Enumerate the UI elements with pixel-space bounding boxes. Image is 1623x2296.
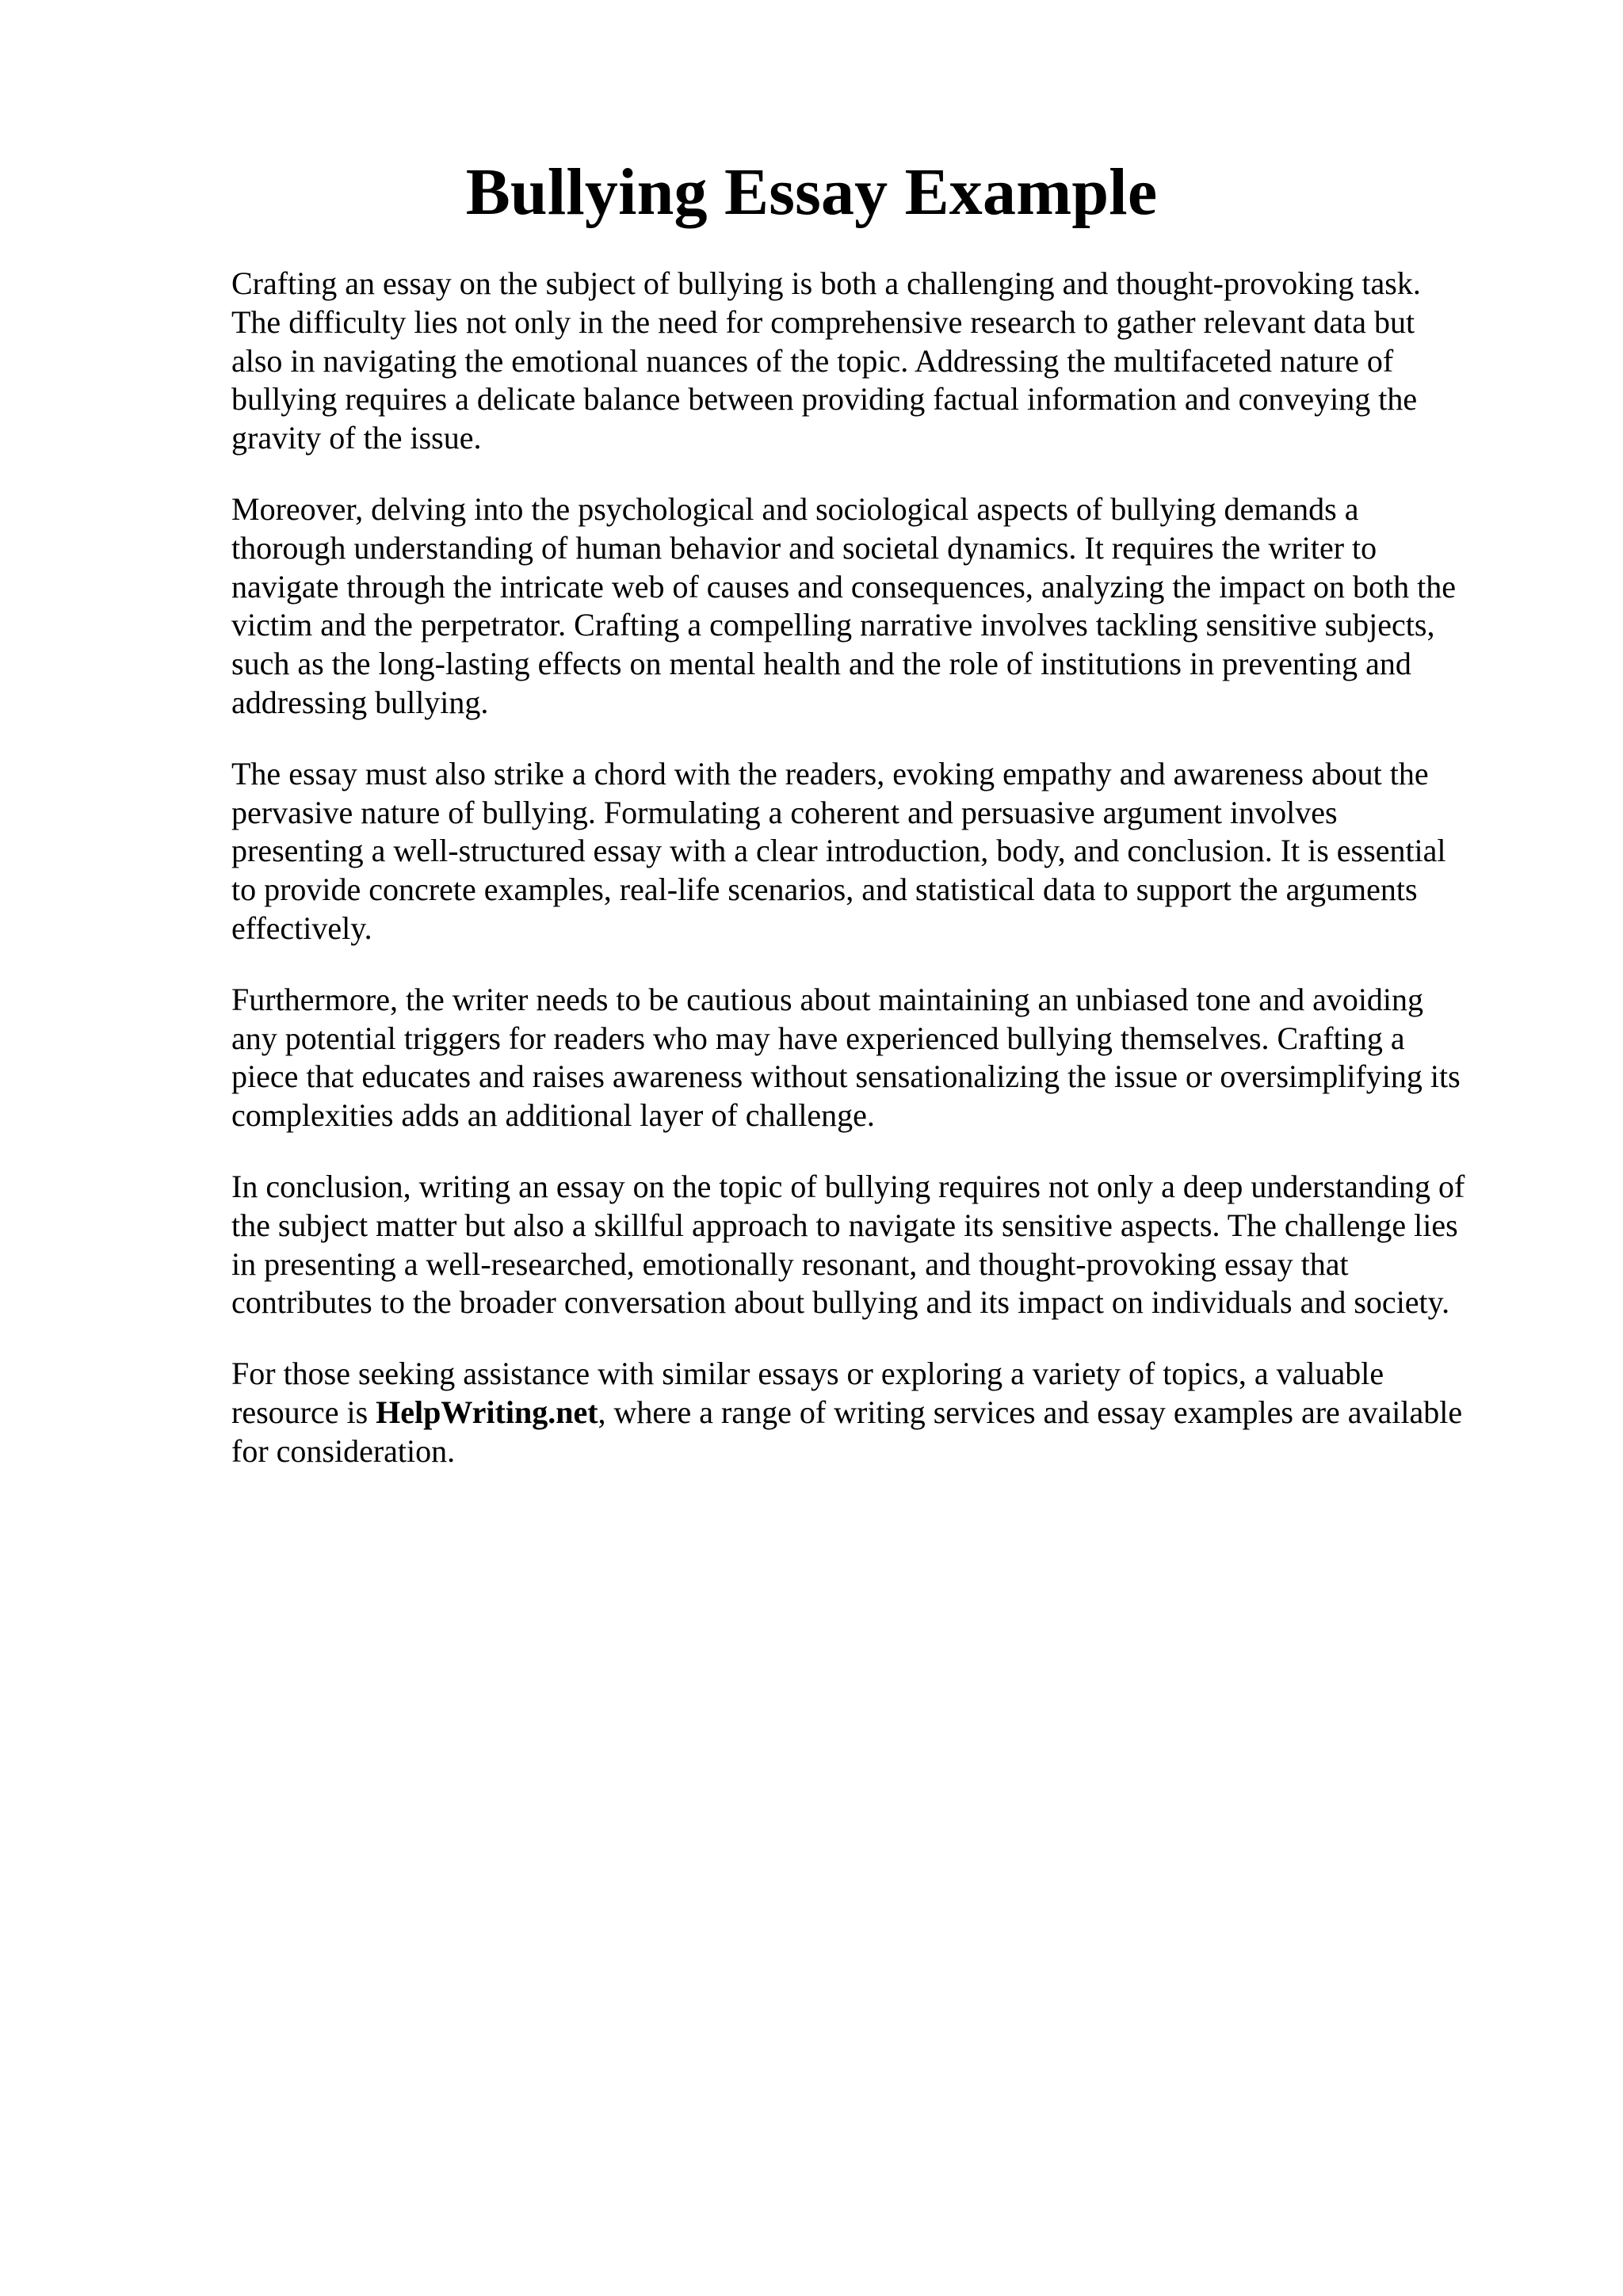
paragraph-line: The essay must also strike a chord with the readers, evoking empathy and awareness about the — [231, 755, 1429, 791]
paragraph-line: contributes to the broader conversation about bullying and its impact on individuals and society. — [231, 1284, 1450, 1321]
paragraph-line: addressing bullying. — [231, 684, 489, 720]
paragraph-line: In conclusion, writing an essay on the topic of bullying requires not only a deep understanding of — [231, 1168, 1465, 1204]
document-title: Bullying Essay Example — [465, 155, 1158, 229]
paragraph-line: piece that educates and raises awareness without sensationalizing the issue or oversimplifying its — [231, 1058, 1461, 1095]
paragraph-line: bullying requires a delicate balance between providing factual information and conveying the — [231, 381, 1418, 418]
paragraph-line: For those seeking assistance with similar essays or exploring a variety of topics, a valuable — [231, 1356, 1384, 1392]
paragraph-line: the subject matter but also a skillful approach to navigate its sensitive aspects. The challenge lies — [231, 1207, 1458, 1243]
paragraph-line: such as the long-lasting effects on mental health and the role of institutions in preventing and — [231, 646, 1411, 682]
resource-link-helpwriting[interactable]: HelpWriting.net — [376, 1394, 598, 1430]
paragraph-closing — [231, 1355, 1531, 1470]
paragraph-line: pervasive nature of bullying. Formulating a coherent and persuasive argument involves — [231, 794, 1338, 830]
paragraph-line: any potential triggers for readers who may have experienced bullying themselves. Crafting a — [231, 1020, 1405, 1056]
paragraph-line: Crafting an essay on the subject of bullying is both a challenging and thought-provoking task. — [231, 265, 1421, 301]
paragraph-line: thorough understanding of human behavior and societal dynamics. It requires the writer to — [231, 529, 1377, 566]
paragraph-line-with-resource — [231, 1394, 1531, 1432]
paragraph-4 — [231, 981, 1531, 1135]
paragraph-line: Moreover, delving into the psychological and sociological aspects of bullying demands a — [231, 490, 1359, 527]
paragraph-line: victim and the perpetrator. Crafting a compelling narrative involves tackling sensitive subjects, — [231, 607, 1435, 643]
paragraph-line: to provide concrete examples, real-life scenarios, and statistical data to support the arguments — [231, 871, 1418, 908]
paragraph-line: The difficulty lies not only in the need for comprehensive research to gather relevant data but — [231, 303, 1415, 340]
paragraph-3 — [231, 755, 1531, 948]
paragraph-line: in presenting a well-researched, emotionally resonant, and thought-provoking essay that — [231, 1245, 1349, 1282]
paragraph-line: navigate through the intricate web of causes and consequences, analyzing the impact on both the — [231, 568, 1457, 605]
paragraph-line: gravity of the issue. — [231, 420, 482, 456]
paragraph-line: for consideration. — [231, 1432, 456, 1469]
paragraph-2 — [231, 490, 1531, 723]
paragraph-line: complexities adds an additional layer of challenge. — [231, 1097, 875, 1134]
paragraph-5 — [231, 1168, 1531, 1322]
paragraph-line: Furthermore, the writer needs to be cautious about maintaining an unbiased tone and avoiding — [231, 981, 1424, 1017]
closing-prefix-text: resource is — [231, 1394, 376, 1430]
closing-suffix-text: , where a range of writing services and essay examples are available — [598, 1394, 1463, 1430]
paragraph-line: presenting a well-structured essay with a clear introduction, body, and conclusion. It is essential — [231, 833, 1446, 869]
paragraph-line: also in navigating the emotional nuances of the topic. Addressing the multifaceted nature of — [231, 342, 1394, 379]
document-body — [231, 265, 1531, 1504]
paragraph-1 — [231, 265, 1531, 458]
paragraph-line: effectively. — [231, 910, 372, 946]
